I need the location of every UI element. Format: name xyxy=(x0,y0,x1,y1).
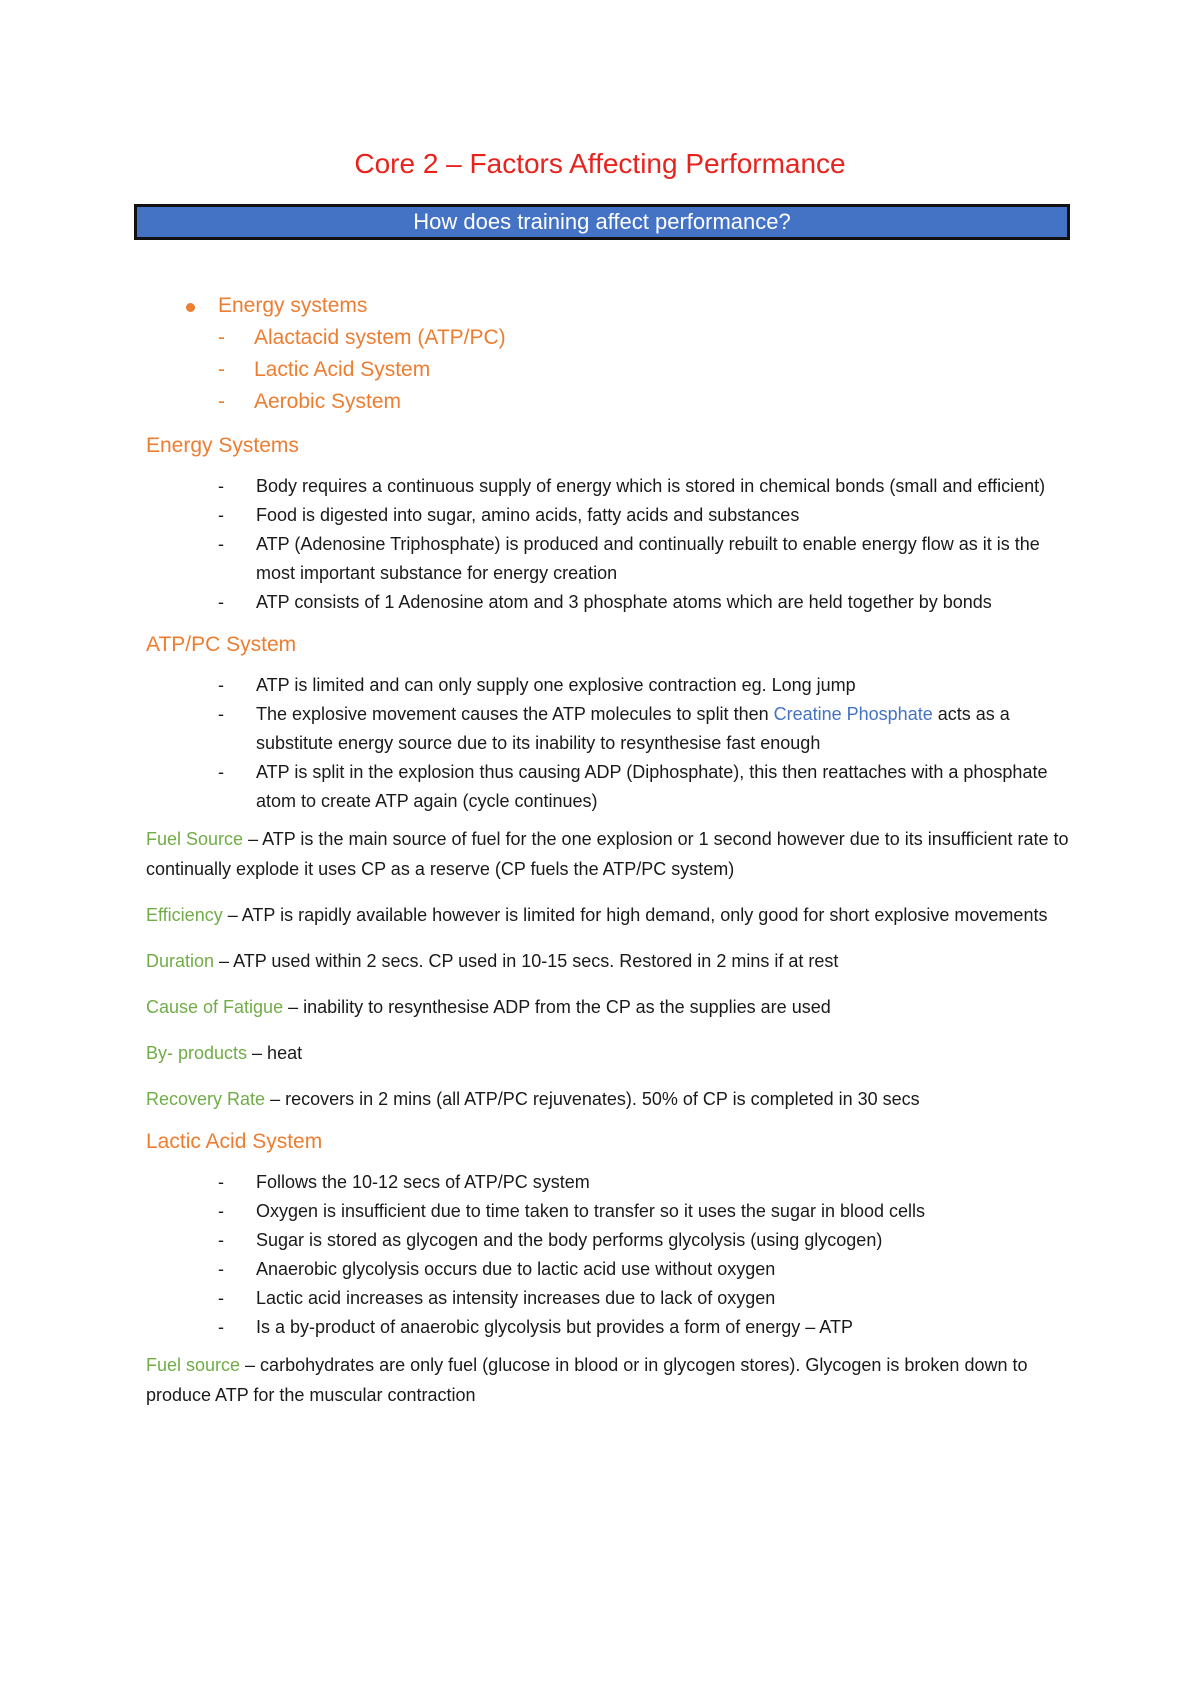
outline-item-text: Aerobic System xyxy=(254,390,402,413)
dash-icon: - xyxy=(218,592,224,612)
duration-text: – ATP used within 2 secs. CP used in 10-15 secs. Restored in 2 mins if at rest xyxy=(214,951,839,971)
lactic-fuel-source-label: Fuel source xyxy=(146,1355,241,1375)
list-item xyxy=(146,671,1076,700)
dash-icon: - xyxy=(218,326,225,349)
fuel-source-label: Fuel Source xyxy=(146,829,244,849)
outline-item xyxy=(146,354,1076,386)
dash-icon: - xyxy=(218,762,224,782)
recovery-rate-paragraph xyxy=(146,1084,1076,1114)
fatigue-label: Cause of Fatigue xyxy=(146,997,284,1017)
efficiency-text: – ATP is rapidly available however is limited for high demand, only good for short explosive movements xyxy=(222,905,1048,925)
list-item-text: Food is digested into sugar, amino acids, fatty acids and substances xyxy=(256,505,800,525)
list-item xyxy=(146,472,1076,501)
list-item-text: Anaerobic glycolysis occurs due to lactic acid use without oxygen xyxy=(256,1259,776,1279)
list-item-text: Lactic acid increases as intensity increases due to lack of oxygen xyxy=(256,1288,776,1308)
list-item xyxy=(146,1226,1076,1255)
list-item xyxy=(146,1255,1076,1284)
list-item xyxy=(146,501,1076,530)
outline-bullet xyxy=(146,290,1076,322)
dash-icon: - xyxy=(218,1317,224,1337)
list-item-text: ATP is split in the explosion thus causing ADP (Diphosphate), this then reattaches with a phosphate atom to create ATP again (cycle continues) xyxy=(256,762,1048,811)
efficiency-paragraph xyxy=(146,900,1076,930)
list-item-text: Sugar is stored as glycogen and the body performs glycolysis (using glycogen) xyxy=(256,1230,883,1250)
fuel-source-paragraph xyxy=(146,824,1076,884)
dash-icon: - xyxy=(218,1259,224,1279)
bullet-dot-icon xyxy=(186,303,195,312)
energy-systems-list xyxy=(146,472,1076,617)
atp-pc-list xyxy=(146,671,1076,816)
dash-icon: - xyxy=(218,1230,224,1250)
list-item-text: Body requires a continuous supply of energy which is stored in chemical bonds (small and efficient) xyxy=(256,476,1046,496)
duration-paragraph xyxy=(146,946,1076,976)
outline-item xyxy=(146,322,1076,354)
list-item xyxy=(146,700,1076,758)
by-products-paragraph xyxy=(146,1038,1076,1068)
dash-icon: - xyxy=(218,1172,224,1192)
section-banner: How does training affect performance? xyxy=(134,204,1070,240)
duration-label: Duration xyxy=(146,951,215,971)
lactic-fuel-source-text: – carbohydrates are only fuel (glucose in blood or in glycogen stores). Glycogen is broken down to produce ATP for the muscular contraction xyxy=(146,1355,1028,1405)
dash-icon: - xyxy=(218,1288,224,1308)
page-title: Core 2 – Factors Affecting Performance xyxy=(354,148,846,179)
creatine-phosphate-highlight: Creatine Phosphate xyxy=(773,704,933,724)
efficiency-label: Efficiency xyxy=(146,905,223,925)
list-item-text: Is a by-product of anaerobic glycolysis but provides a form of energy – ATP xyxy=(256,1317,853,1337)
outline-item-text: Alactacid system (ATP/PC) xyxy=(254,326,506,349)
list-item xyxy=(146,530,1076,588)
lactic-fuel-source-paragraph xyxy=(146,1350,1076,1410)
dash-icon: - xyxy=(218,505,224,525)
list-item-text-cont: acts as a substitute energy source due to its inability to resynthesise fast enough xyxy=(256,704,1010,753)
list-item-text: ATP is limited and can only supply one explosive contraction eg. Long jump xyxy=(256,675,856,695)
lactic-acid-list xyxy=(146,1168,1076,1342)
dash-icon: - xyxy=(218,704,224,724)
fuel-source-text: – ATP is the main source of fuel for the one explosion or 1 second however due to its insufficient rate to continually explode it uses CP as a reserve (CP fuels the ATP/PC system) xyxy=(146,829,1069,879)
list-item xyxy=(146,758,1076,816)
heading-atp-pc-system: ATP/PC System xyxy=(146,633,297,656)
dash-icon: - xyxy=(218,358,225,381)
outline-bullet-text: Energy systems xyxy=(218,294,368,317)
dash-icon: - xyxy=(218,534,224,554)
by-products-label: By- products xyxy=(146,1043,248,1063)
list-item-text: ATP (Adenosine Triphosphate) is produced and continually rebuilt to enable energy flow as it is the most important substance for energy creation xyxy=(256,534,1040,583)
list-item xyxy=(146,1197,1076,1226)
fatigue-paragraph xyxy=(146,992,1076,1022)
recovery-rate-text: – recovers in 2 mins (all ATP/PC rejuvenates). 50% of CP is completed in 30 secs xyxy=(265,1089,920,1109)
dash-icon: - xyxy=(218,675,224,695)
list-item xyxy=(146,1284,1076,1313)
by-products-text: – heat xyxy=(247,1043,303,1063)
dash-icon: - xyxy=(218,1201,224,1221)
list-item xyxy=(146,1313,1076,1342)
recovery-rate-label: Recovery Rate xyxy=(146,1089,266,1109)
dash-icon: - xyxy=(218,390,225,413)
heading-lactic-acid-system: Lactic Acid System xyxy=(146,1130,323,1153)
list-item-text: Oxygen is insufficient due to time taken to transfer so it uses the sugar in blood cells xyxy=(256,1201,926,1221)
heading-energy-systems: Energy Systems xyxy=(146,434,299,457)
list-item xyxy=(146,1168,1076,1197)
document-body xyxy=(146,290,1076,1426)
list-item-text: The explosive movement causes the ATP molecules to split then xyxy=(256,704,774,724)
list-item xyxy=(146,588,1076,617)
outline-item xyxy=(146,386,1076,418)
outline-item-text: Lactic Acid System xyxy=(254,358,431,381)
list-item-text: ATP consists of 1 Adenosine atom and 3 phosphate atoms which are held together by bonds xyxy=(256,592,992,612)
dash-icon: - xyxy=(218,476,224,496)
list-item-text: Follows the 10-12 secs of ATP/PC system xyxy=(256,1172,590,1192)
fatigue-text: – inability to resynthesise ADP from the CP as the supplies are used xyxy=(283,997,831,1017)
